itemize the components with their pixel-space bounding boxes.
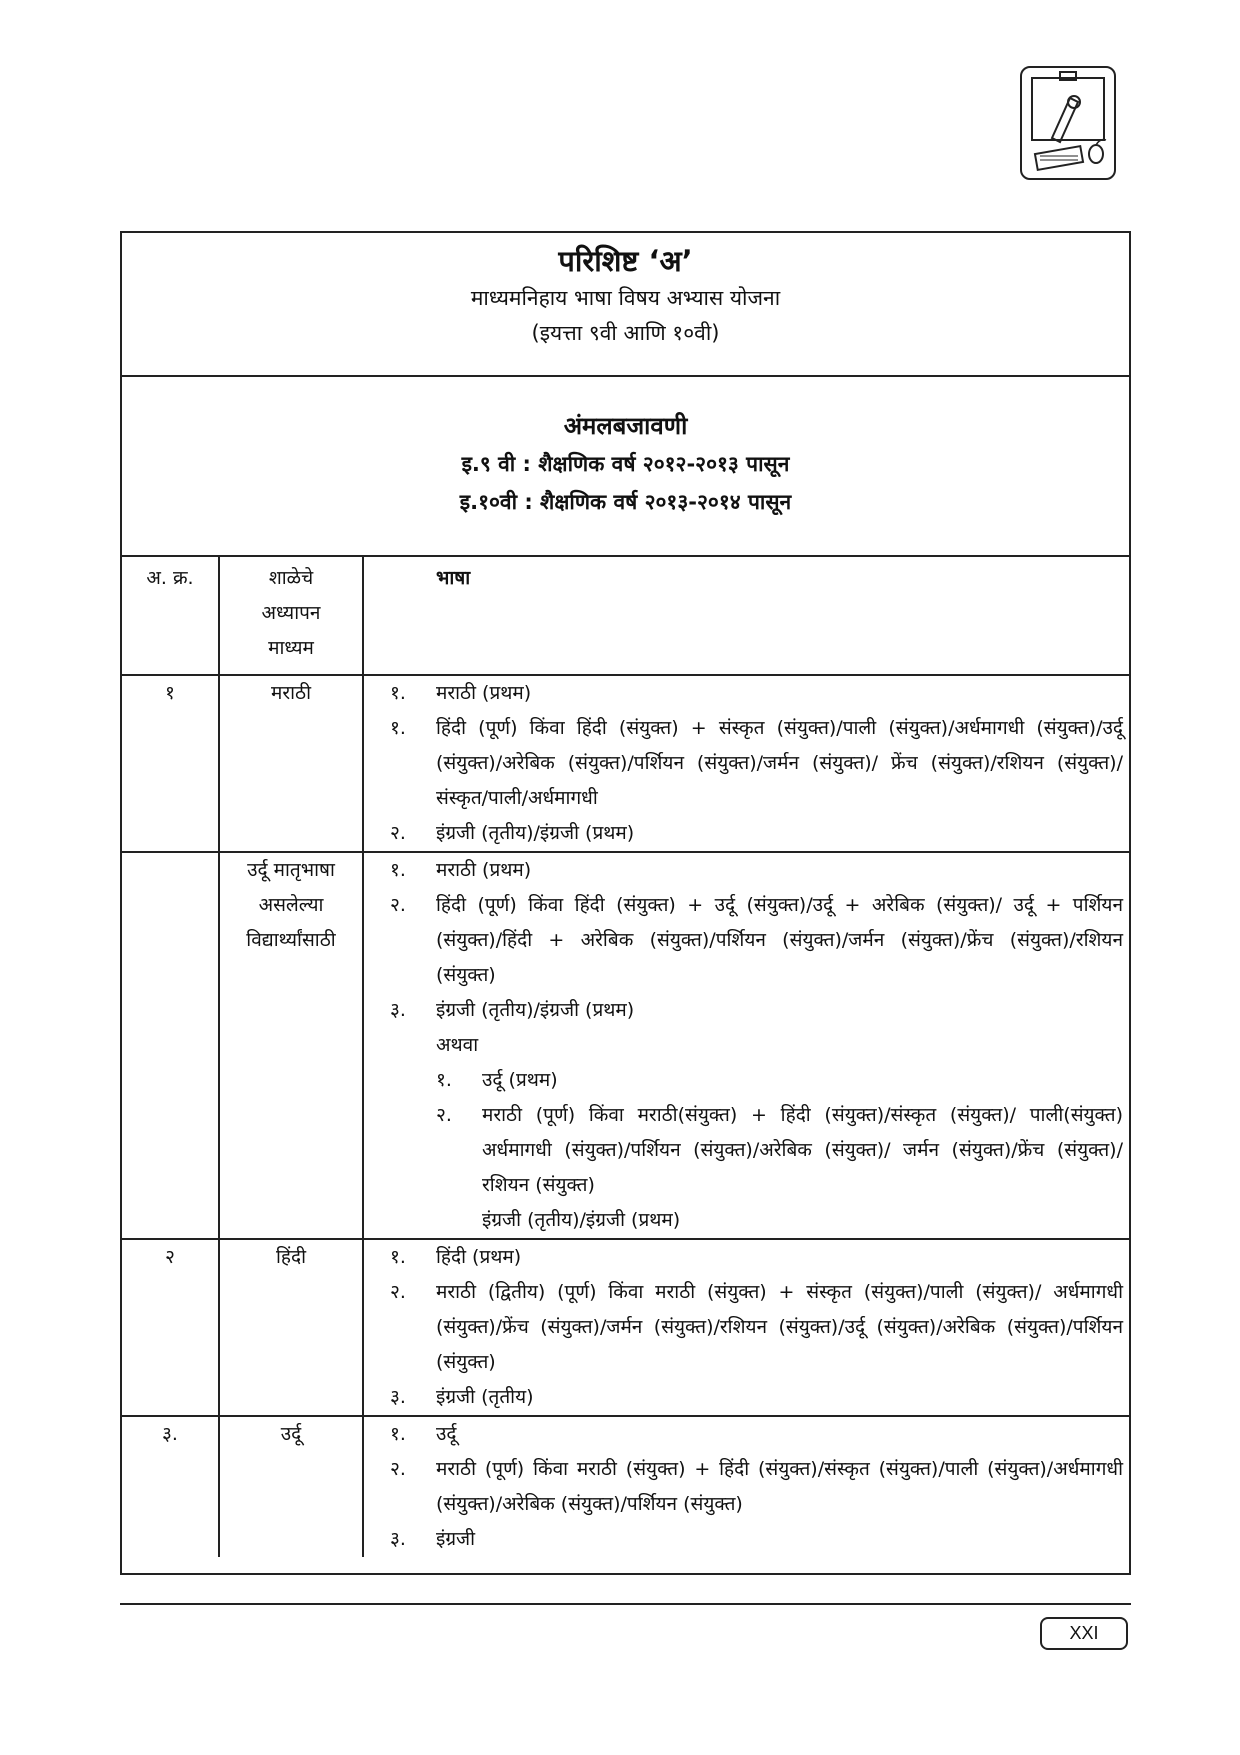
item-number: १. (390, 1423, 406, 1445)
row-medium (219, 1416, 363, 1557)
header-language: भाषा (363, 557, 1129, 675)
header-medium-line: अध्यापन (261, 602, 321, 624)
list-item (390, 1452, 1123, 1522)
item-text: उर्दू (प्रथम) (482, 1069, 558, 1091)
item-number: १. (390, 717, 406, 739)
appendix-grades: (इयत्ता ९वी आणि १०वी) (531, 321, 720, 345)
item-number: १. (390, 1246, 406, 1268)
item-number: २. (436, 1104, 452, 1126)
page-number: XXI (1040, 1617, 1128, 1650)
appendix-header (122, 233, 1129, 377)
list-item (390, 993, 1123, 1028)
row-sr: ३. (122, 1416, 219, 1557)
item-text: इंग्रजी (तृतीय)/इंग्रजी (प्रथम) (436, 999, 635, 1021)
list-item (390, 676, 1123, 711)
row-medium (219, 852, 363, 1239)
implementation-line-1: इ.९ वी : शैक्षणिक वर्ष २०१२-२०१३ पासून (461, 452, 790, 476)
item-text: मराठी (प्रथम) (436, 859, 532, 881)
list-item (390, 1522, 1123, 1557)
table-row (122, 852, 1129, 1239)
item-number: २. (390, 894, 406, 916)
table-header-row (122, 557, 1129, 675)
item-text: हिंदी (पूर्ण) किंवा हिंदी (संयुक्त) + संस्कृत (संयुक्त)/पाली (संयुक्त)/अर्धमागधी (संयुक्त)/उर्दू (संयुक्त)/अरेबिक (संयुक्त)/पर्शियन (संयुक्त)/जर्मन (संयुक्त)/ फ्रेंच (संयुक्त)/रशियन (संयुक्त)/संस्कृत/पाली/अर्धमागधी (436, 717, 1123, 809)
footer-divider (120, 1603, 1131, 1605)
medium-line: हिंदी (275, 1246, 307, 1268)
table-row (122, 1416, 1129, 1557)
medium-line: उर्दू मातृभाषा (247, 859, 335, 881)
row-sr: २ (122, 1239, 219, 1416)
item-number: २. (390, 1281, 406, 1303)
list-item (390, 888, 1123, 993)
header-sr: अ. क्र. (122, 557, 219, 675)
table-row (122, 675, 1129, 852)
medium-line: मराठी (270, 682, 311, 704)
row-sr (122, 852, 219, 1239)
list-item (390, 1098, 1123, 1203)
item-number: ३. (390, 1386, 406, 1408)
implementation-section (122, 377, 1129, 557)
header-medium-line: माध्यम (268, 637, 314, 659)
list-item (390, 816, 1123, 851)
item-text: उर्दू (436, 1423, 457, 1445)
item-text: मराठी (द्वितीय) (पूर्ण) किंवा मराठी (संयुक्त) + संस्कृत (संयुक्त)/पाली (संयुक्त)/ अर्धमागधी (संयुक्त)/फ्रेंच (संयुक्त)/जर्मन (संयुक्त)/रशियन (संयुक्त)/उर्दू (संयुक्त)/अरेबिक (संयुक्त)/पर्शियन (संयुक्त) (436, 1281, 1123, 1373)
list-item (390, 1380, 1123, 1415)
item-text: हिंदी (पूर्ण) किंवा हिंदी (संयुक्त) + उर्दू (संयुक्त)/उर्दू + अरेबिक (संयुक्त)/ उर्दू + पर्शियन (संयुक्त)/हिंदी + अरेबिक (संयुक्त)/पर्शियन (संयुक्त)/जर्मन (संयुक्त)/फ्रेंच (संयुक्त)/रशियन (संयुक्त) (436, 894, 1123, 986)
row-medium (219, 1239, 363, 1416)
row-medium (219, 675, 363, 852)
item-number: १. (390, 682, 406, 704)
medium-line: विद्यार्थ्यांसाठी (246, 929, 336, 951)
item-text: मराठी (पूर्ण) किंवा मराठी (संयुक्त) + हिंदी (संयुक्त)/संस्कृत (संयुक्त)/पाली (संयुक्त)/अर्धमागधी (संयुक्त)/अरेबिक (संयुक्त)/पर्शियन (संयुक्त) (436, 1458, 1123, 1515)
item-text: मराठी (प्रथम) (436, 682, 532, 704)
row-languages (363, 675, 1129, 852)
header-medium-line: शाळेचे (268, 567, 314, 589)
list-item (390, 853, 1123, 888)
appendix-subtitle: माध्यमनिहाय भाषा विषय अभ्यास योजना (470, 286, 781, 310)
item-number: १. (436, 1069, 452, 1091)
list-item (390, 1240, 1123, 1275)
list-item (390, 1417, 1123, 1452)
list-item (390, 1275, 1123, 1380)
computer-desk-icon (1020, 66, 1116, 180)
medium-line: असलेल्या (258, 894, 324, 916)
implementation-line-2: इ.१०वी : शैक्षणिक वर्ष २०१३-२०१४ पासून (459, 490, 792, 514)
item-number: १. (390, 859, 406, 881)
row-languages (363, 852, 1129, 1239)
item-number: ३. (390, 999, 406, 1021)
table-row (122, 1239, 1129, 1416)
appendix-title: परिशिष्ट ‘अ’ (558, 244, 693, 278)
header-medium (219, 557, 363, 675)
item-number: २. (390, 822, 406, 844)
alternative-tail: इंग्रजी (तृतीय)/इंग्रजी (प्रथम) (482, 1209, 681, 1231)
language-scheme-table (122, 557, 1129, 1557)
item-number: ३. (390, 1528, 406, 1550)
alternative-label: अथवा (436, 1034, 479, 1056)
item-text: हिंदी (प्रथम) (436, 1246, 522, 1268)
item-text: इंग्रजी (तृतीय)/इंग्रजी (प्रथम) (436, 822, 635, 844)
medium-line: उर्दू (280, 1423, 302, 1445)
item-number: २. (390, 1458, 406, 1480)
implementation-title: अंमलबजावणी (563, 412, 688, 440)
list-item (390, 1063, 1123, 1098)
list-item (390, 711, 1123, 816)
item-text: इंग्रजी (436, 1528, 476, 1550)
row-languages (363, 1416, 1129, 1557)
row-languages (363, 1239, 1129, 1416)
item-text: इंग्रजी (तृतीय) (436, 1386, 534, 1408)
row-sr: १ (122, 675, 219, 852)
appendix-frame (120, 231, 1131, 1575)
item-text: मराठी (पूर्ण) किंवा मराठी(संयुक्त) + हिंदी (संयुक्त)/संस्कृत (संयुक्त)/ पाली(संयुक्त) अर्धमागधी (संयुक्त)/पर्शियन (संयुक्त)/अरेबिक (संयुक्त)/ जर्मन (संयुक्त)/फ्रेंच (संयुक्त)/रशियन (संयुक्त) (482, 1104, 1123, 1196)
